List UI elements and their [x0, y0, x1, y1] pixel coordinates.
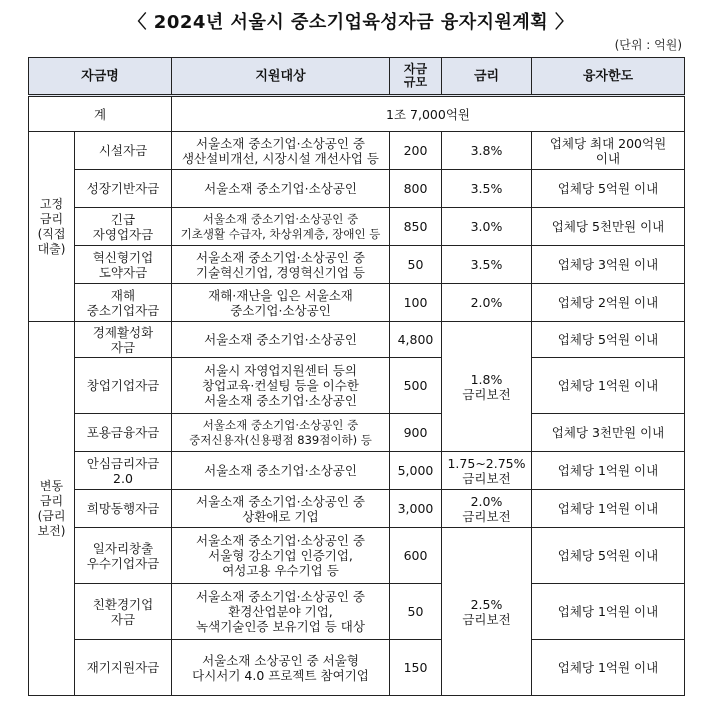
table-row [29, 322, 685, 358]
total-value: 1조 7,000억원 [172, 96, 685, 132]
fund-name: 창업기업자금 [75, 358, 172, 414]
total-label: 계 [29, 96, 172, 132]
fund-scale: 900 [390, 414, 442, 452]
fund-target: 서울소재 중소기업·소상공인 중 기술혁신기업, 경영혁신기업 등 [172, 246, 390, 284]
fund-name: 친환경기업 자금 [75, 584, 172, 640]
table-row [29, 170, 685, 208]
fund-scale: 600 [390, 528, 442, 584]
header-name: 자금명 [29, 58, 172, 96]
page-title: 〈 2024년 서울시 중소기업육성자금 융자지원계획 〉 [128, 12, 574, 33]
fund-name: 긴급 자영업자금 [75, 208, 172, 246]
fund-limit: 업체당 5억원 이내 [532, 528, 685, 584]
fund-target: 서울소재 중소기업·소상공인 중 기초생활 수급자, 차상위계층, 장애인 등 [172, 208, 390, 246]
fund-rate: 3.5% [442, 246, 532, 284]
table-row [29, 208, 685, 246]
fund-target: 서울소재 소상공인 중 서울형 다시서기 4.0 프로젝트 참여기업 [172, 640, 390, 696]
fund-limit: 업체당 최대 200억원 이내 [532, 132, 685, 170]
fund-scale: 100 [390, 284, 442, 322]
fund-scale: 50 [390, 246, 442, 284]
header-rate: 금리 [442, 58, 532, 96]
group-fixed-rate: 고정 금리 (직접 대출) [29, 132, 75, 322]
fund-target: 서울소재 중소기업·소상공인 중 서울형 강소기업 인증기업, 여성고용 우수기업 등 [172, 528, 390, 584]
table-row [29, 132, 685, 170]
header-target: 지원대상 [172, 58, 390, 96]
fund-name: 희망동행자금 [75, 490, 172, 528]
fund-scale: 800 [390, 170, 442, 208]
fund-name: 재기지원자금 [75, 640, 172, 696]
fund-limit: 업체당 3천만원 이내 [532, 414, 685, 452]
table-row [29, 584, 685, 640]
table-row [29, 284, 685, 322]
fund-limit: 업체당 1억원 이내 [532, 490, 685, 528]
fund-rate: 1.75~2.75% 금리보전 [442, 452, 532, 490]
table-row [29, 246, 685, 284]
table-row [29, 490, 685, 528]
fund-limit: 업체당 2억원 이내 [532, 284, 685, 322]
fund-target: 서울소재 중소기업·소상공인 [172, 452, 390, 490]
fund-limit: 업체당 1억원 이내 [532, 584, 685, 640]
fund-scale: 850 [390, 208, 442, 246]
fund-limit: 업체당 1억원 이내 [532, 358, 685, 414]
fund-name: 혁신형기업 도약자금 [75, 246, 172, 284]
fund-limit: 업체당 1억원 이내 [532, 452, 685, 490]
fund-limit: 업체당 5천만원 이내 [532, 208, 685, 246]
header-scale: 자금 규모 [390, 58, 442, 96]
header-limit: 융자한도 [532, 58, 685, 96]
fund-scale: 3,000 [390, 490, 442, 528]
fund-target: 서울소재 중소기업·소상공인 중 환경산업분야 기업, 녹색기술인증 보유기업 등 대상 [172, 584, 390, 640]
fund-name: 경제활성화 자금 [75, 322, 172, 358]
fund-limit: 업체당 1억원 이내 [532, 640, 685, 696]
fund-limit: 업체당 5억원 이내 [532, 322, 685, 358]
fund-rate: 2.0% 금리보전 [442, 490, 532, 528]
table-row [29, 640, 685, 696]
total-row [29, 96, 685, 132]
fund-target: 서울소재 중소기업·소상공인 [172, 322, 390, 358]
fund-target: 서울시 자영업지원센터 등의 창업교육·컨설팅 등을 이수한 서울소재 중소기업·소상공인 [172, 358, 390, 414]
table-row [29, 528, 685, 584]
fund-target: 서울소재 중소기업·소상공인 [172, 170, 390, 208]
group-variable-rate: 변동 금리 (금리 보전) [29, 322, 75, 696]
fund-name: 포용금융자금 [75, 414, 172, 452]
table-row [29, 414, 685, 452]
fund-name: 일자리창출 우수기업자금 [75, 528, 172, 584]
loan-plan-table [28, 57, 685, 696]
fund-rate: 3.0% [442, 208, 532, 246]
header-row [29, 58, 685, 96]
fund-target: 서울소재 중소기업·소상공인 중 생산설비개선, 시장시설 개선사업 등 [172, 132, 390, 170]
unit-note: (단위 : 억원) [614, 38, 682, 52]
fund-target: 서울소재 중소기업·소상공인 중 중저신용자(신용평점 839점이하) 등 [172, 414, 390, 452]
fund-scale: 500 [390, 358, 442, 414]
fund-target: 재해·재난을 입은 서울소재 중소기업·소상공인 [172, 284, 390, 322]
fund-rate: 1.8% 금리보전 [442, 322, 532, 452]
fund-name: 시설자금 [75, 132, 172, 170]
fund-name: 안심금리자금 2.0 [75, 452, 172, 490]
fund-rate: 3.8% [442, 132, 532, 170]
fund-scale: 4,800 [390, 322, 442, 358]
fund-rate: 2.5% 금리보전 [442, 528, 532, 696]
fund-rate: 2.0% [442, 284, 532, 322]
fund-limit: 업체당 3억원 이내 [532, 246, 685, 284]
fund-scale: 200 [390, 132, 442, 170]
fund-scale: 5,000 [390, 452, 442, 490]
fund-scale: 150 [390, 640, 442, 696]
fund-name: 성장기반자금 [75, 170, 172, 208]
fund-limit: 업체당 5억원 이내 [532, 170, 685, 208]
fund-scale: 50 [390, 584, 442, 640]
fund-rate: 3.5% [442, 170, 532, 208]
fund-name: 재해 중소기업자금 [75, 284, 172, 322]
fund-target: 서울소재 중소기업·소상공인 중 상환애로 기업 [172, 490, 390, 528]
table-row [29, 452, 685, 490]
table-row [29, 358, 685, 414]
